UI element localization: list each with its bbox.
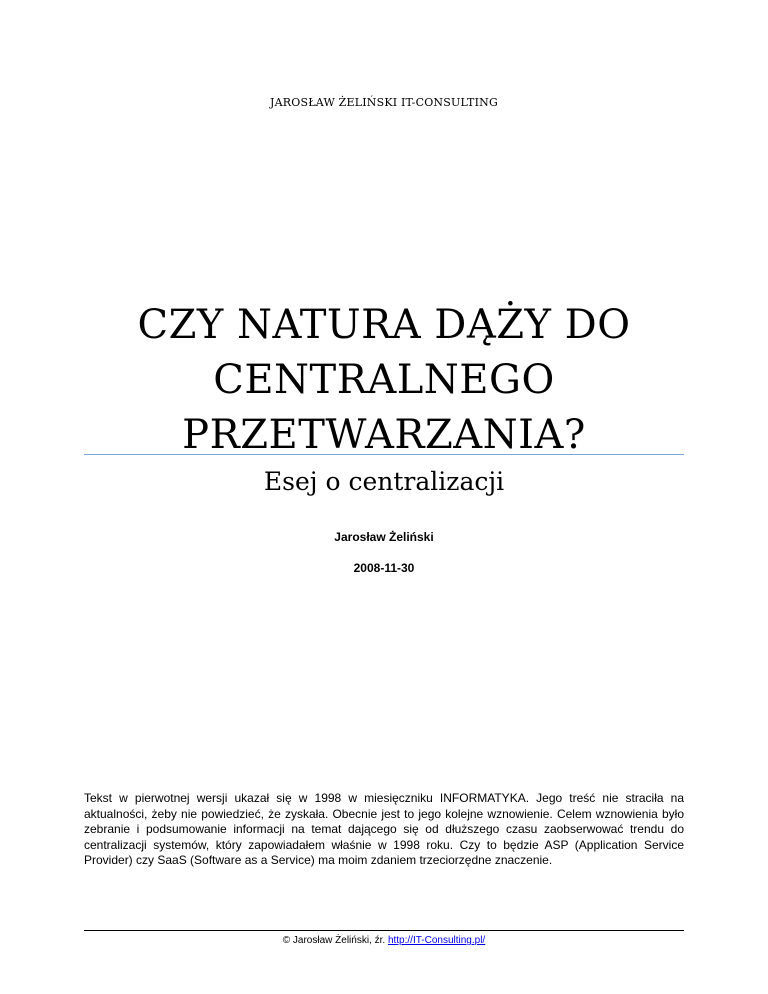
title-line-1: CZY NATURA DĄŻY DO: [137, 302, 631, 348]
page-header: JAROSŁAW ŻELIŃSKI IT-CONSULTING: [270, 96, 498, 109]
title-line-2: CENTRALNEGO: [213, 357, 555, 403]
publication-date: 2008-11-30: [353, 561, 415, 575]
footer-copyright: © Jarosław Żeliński, źr.: [282, 935, 388, 946]
footer-link[interactable]: http://IT-Consulting.pl/: [387, 935, 486, 946]
author-name: Jarosław Żeliński: [334, 530, 434, 544]
footer-divider: [84, 930, 684, 931]
abstract-paragraph: Tekst w pierwotnej wersji ukazał się w 1998 w miesięczniku INFORMATYKA. Jego treść nie straciła na aktualności, żeby nie powiedzieć, że zyskała. Obecnie jest to jego kolejne wznowienie. Celem wznowienia było zebranie i podsumowanie informacji na temat dającego się od dłuższego czasu zaobserwować trendu do centralizacji systemów, który zapowiadałem właśnie w 1998 roku. Czy to będzie ASP (Application Service Provider) czy SaaS (Software as a Service) ma moim zdaniem trzeciorzędne znaczenie.: [84, 791, 684, 868]
document-title: [84, 298, 684, 463]
title-line-3: PRZETWARZANIA?: [182, 412, 586, 458]
document-subtitle: Esej o centralizacji: [263, 467, 505, 496]
page-footer: [0, 935, 768, 946]
title-divider: [84, 454, 684, 455]
